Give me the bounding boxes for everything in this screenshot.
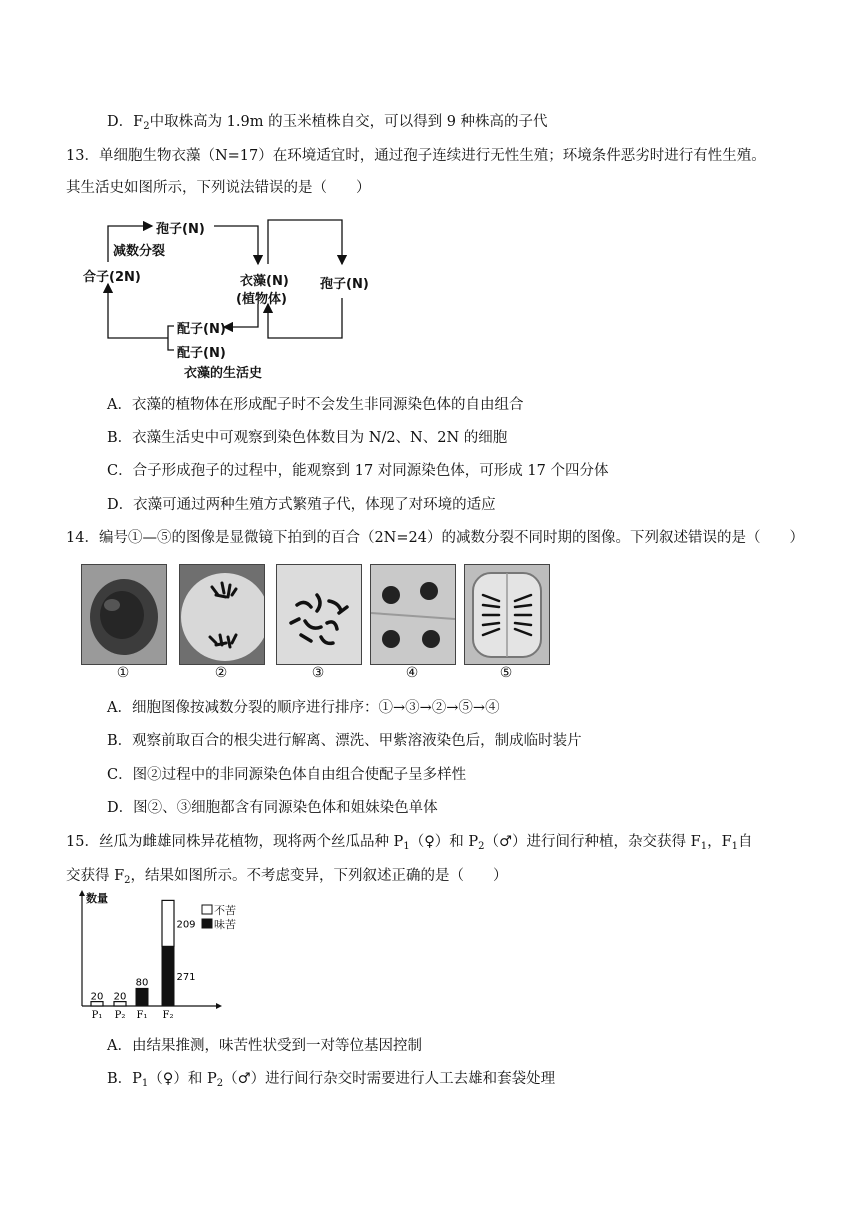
legend-label-bitter: 味苦 (214, 918, 236, 931)
data-label-f2-bitter: 271 (176, 972, 196, 984)
q14-option-b: B．观察前取百合的根尖进行解离、漂洗、甲紫溶液染色后，制成临时装片 (107, 733, 582, 749)
micrograph-label-3: ③ (311, 665, 325, 681)
diagram-caption: 衣藻的生活史 (184, 366, 263, 381)
micrograph-5 (464, 564, 550, 665)
q14-option-d: D．图②、③细胞都含有同源染色体和姐妹染色单体 (107, 800, 438, 816)
q13-option-d: D．衣藻可通过两种生殖方式繁殖子代，体现了对环境的适应 (107, 497, 496, 513)
micrograph-label-1: ① (116, 665, 130, 681)
q13-option-b: B．衣藻生活史中可观察到染色体数目为 N/2、N、2N 的细胞 (107, 430, 508, 446)
x-tick-2: F₁ (136, 1010, 148, 1021)
arrow-chlamy-to-right-spore (268, 220, 342, 264)
gamete-bracket (168, 326, 174, 350)
bar-bitter-3 (162, 946, 174, 1006)
arrow-gametes-to-zygote (108, 284, 168, 338)
y-axis-arrow (79, 890, 85, 896)
gamete1-label: 配子(N) (177, 322, 226, 337)
bitterness-bar-chart (70, 888, 260, 1028)
micrograph-label-2: ② (214, 665, 228, 681)
data-label-p1: 20 (90, 991, 104, 1003)
micrograph-1 (81, 564, 167, 665)
q15-stem-line1: 15．丝瓜为雌雄同株异花植物，现将两个丝瓜品种 $P_1(♀)$和 $P_2(♂)$进行间行种植，杂交获得 $F_1$，$F_1$自 (66, 834, 753, 852)
x-tick-0: P₁ (91, 1010, 103, 1021)
spore-top-label: 孢子(N) (156, 222, 205, 237)
data-label-p2: 20 (113, 991, 127, 1003)
zygote-label: 合子(2N) (83, 270, 141, 285)
gamete2-label: 配子(N) (177, 346, 226, 361)
q15-option-a: A．由结果推测，味苦性状受到一对等位基因控制 (107, 1038, 422, 1054)
data-label-f1: 80 (135, 977, 149, 989)
q14-option-a: A．细胞图像按减数分裂的顺序进行排序：①→③→②→⑤→④ (107, 700, 500, 716)
meiosis-label: 减数分裂 (113, 244, 166, 259)
micrograph-2 (179, 564, 265, 665)
plant-body-label: (植物体) (236, 292, 287, 307)
micrograph-4 (370, 564, 456, 665)
q13-stem-line1: 13．单细胞生物衣藻（N=17）在环境适宜时，通过孢子连续进行无性生殖；环境条件恶劣时进行有性生殖。 (66, 148, 766, 164)
x-axis-arrow (216, 1003, 222, 1009)
chart-ylabel: 数量 (86, 892, 108, 905)
spore-right-label: 孢子(N) (320, 277, 369, 292)
micrograph-label-5: ⑤ (499, 665, 513, 681)
micrograph-3 (276, 564, 362, 665)
legend-label-not-bitter: 不苦 (214, 904, 236, 917)
q13-option-a: A．衣藻的植物体在形成配子时不会发生非同源染色体的自由组合 (107, 397, 524, 413)
q14-option-c: C．图②过程中的非同源染色体自由组合使配子呈多样性 (107, 767, 467, 783)
q12-option-d: D．$F_2$中取株高为 1.9m 的玉米植株自交，可以得到 9 种株高的子代 (107, 114, 548, 132)
q15-option-b: B．$P_1(♀)$和 $P_2(♂)$进行间行杂交时需要进行人工去雄和套袋处理 (107, 1071, 556, 1089)
x-tick-3: F₂ (162, 1010, 174, 1021)
micrograph-label-4: ④ (405, 665, 419, 681)
arrow-spore-to-chlamy (214, 226, 258, 264)
q15-stem-line2: 交获得 $F_2$，结果如图所示。不考虑变异，下列叙述正确的是（ ） (66, 868, 508, 886)
x-tick-1: P₂ (114, 1010, 126, 1021)
arrow-chlamy-to-gametes (224, 304, 258, 327)
bar-bitter-2 (136, 988, 148, 1006)
q13-stem-line2: 其生活史如图所示，下列说法错误的是（ ） (66, 180, 371, 196)
data-label-f2-not-bitter: 209 (176, 919, 196, 931)
q14-stem: 14．编号①—⑤的图像是显微镜下拍到的百合（2N=24）的减数分裂不同时期的图像。下列叙述错误的是（ ） (66, 530, 804, 546)
legend-swatch-not-bitter (202, 905, 212, 914)
q13-option-c: C．合子形成孢子的过程中，能观察到 17 对同源染色体，可形成 17 个四分体 (107, 463, 609, 479)
legend-swatch-bitter (202, 919, 212, 928)
bar-not-bitter-3 (162, 900, 174, 946)
chlamy-label: 衣藻(N) (240, 274, 289, 289)
chlamydomonas-life-cycle-diagram (80, 210, 400, 385)
